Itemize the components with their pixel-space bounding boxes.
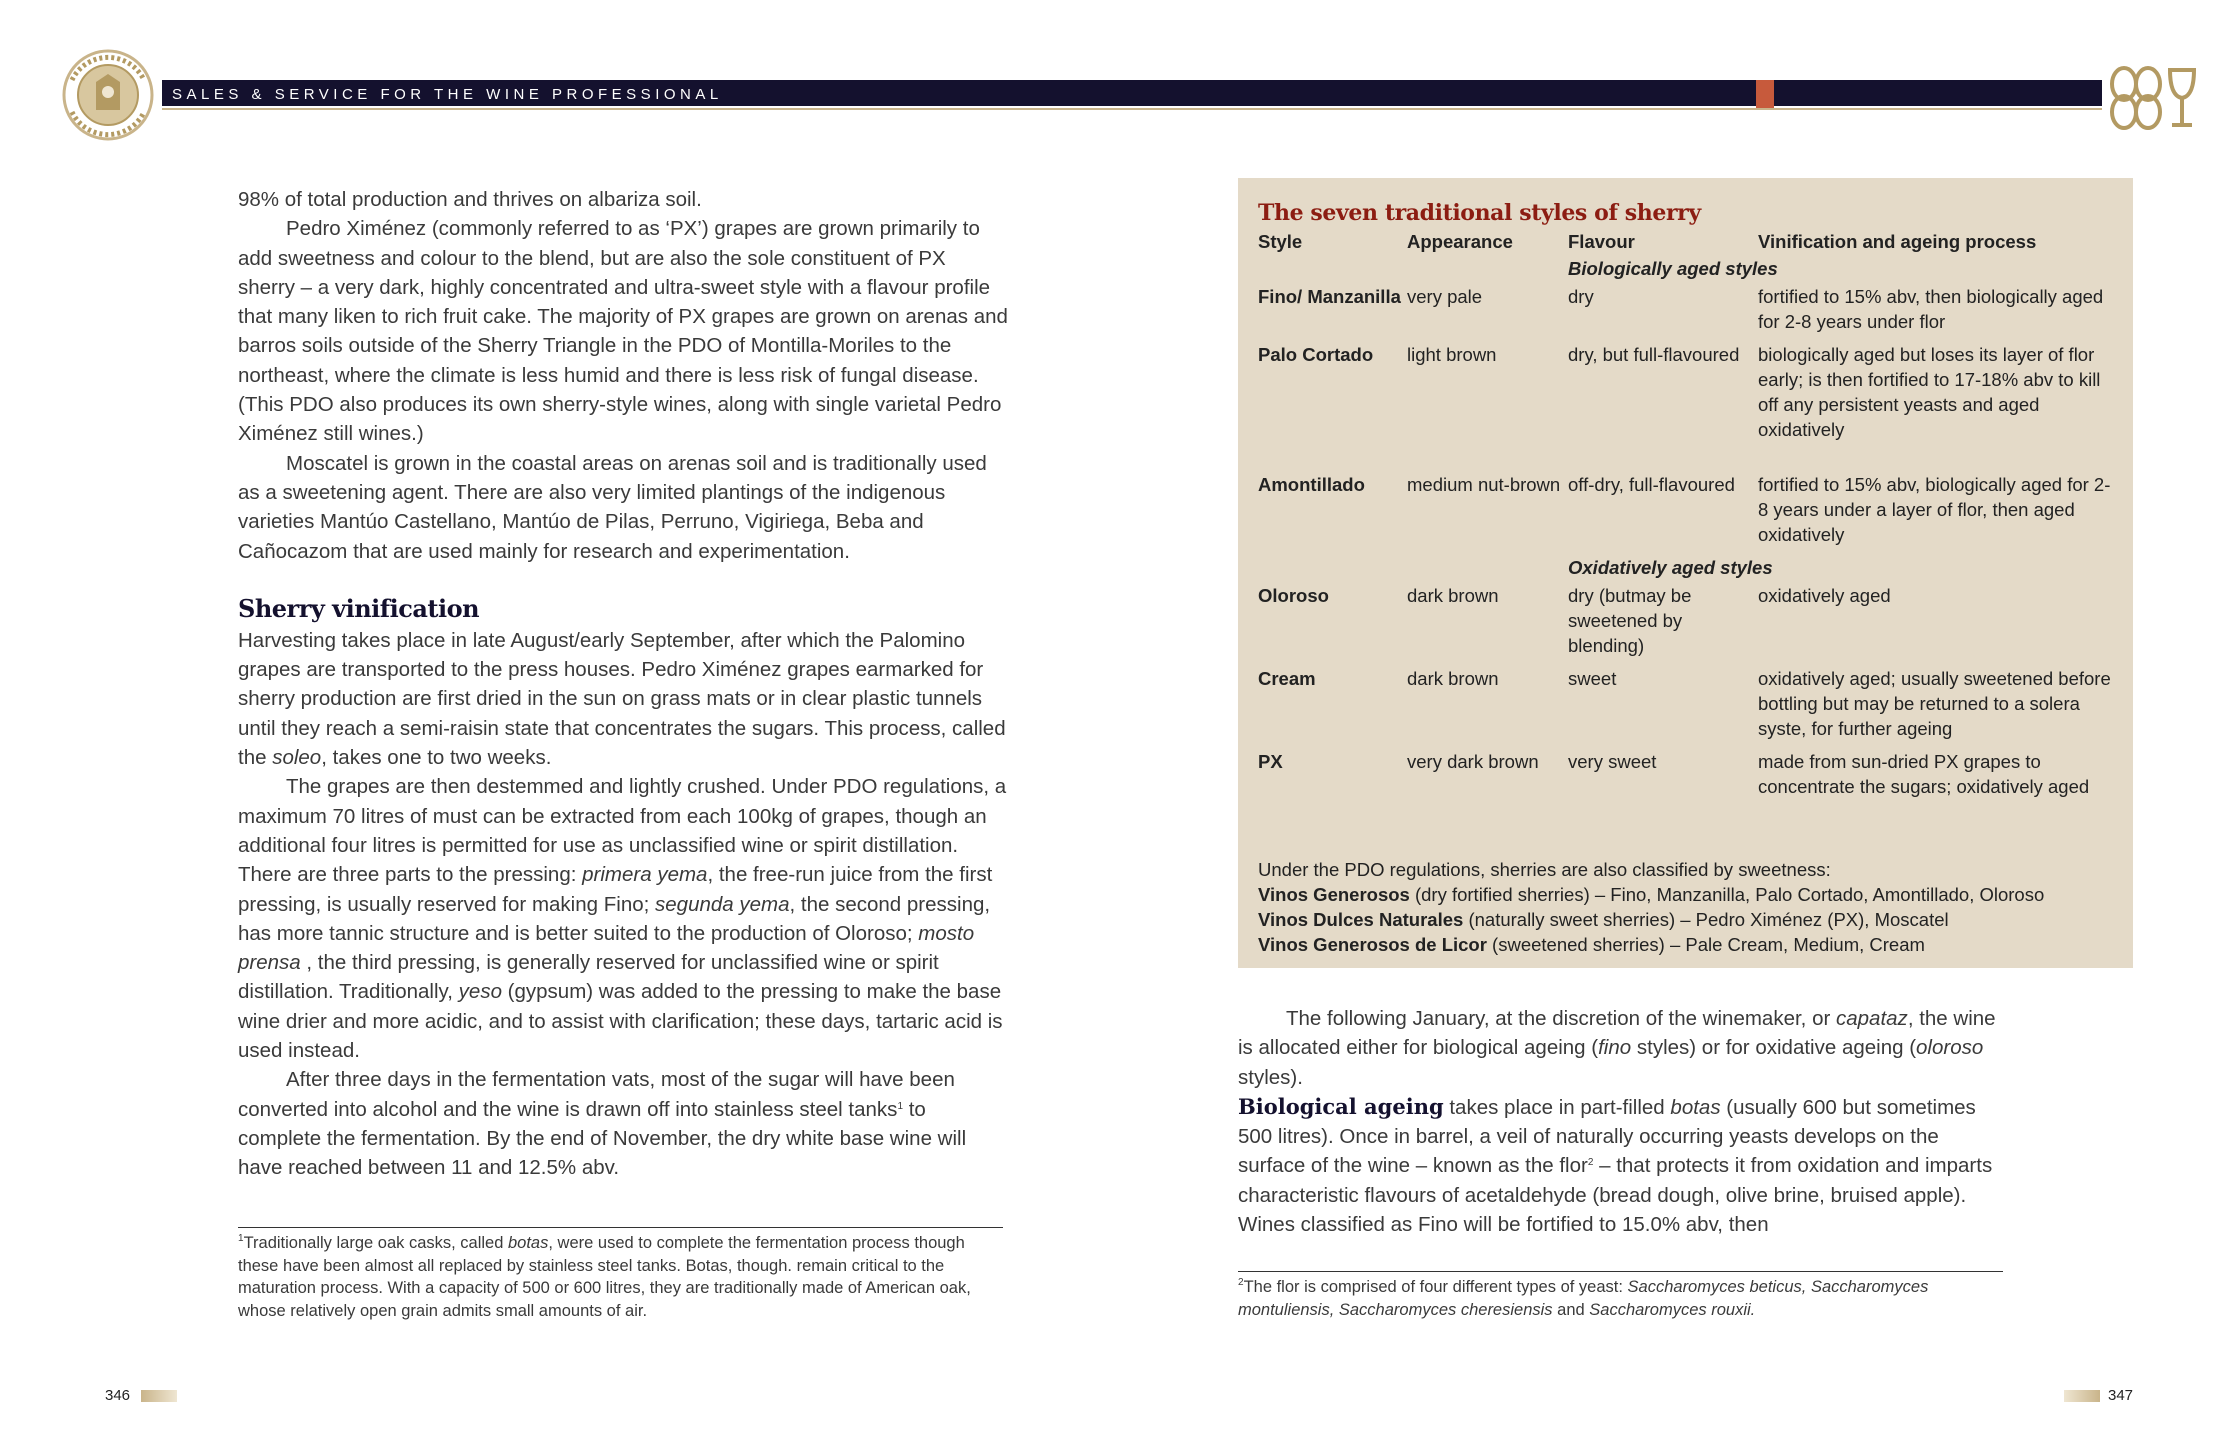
court-of-master-sommeliers-seal [58, 40, 158, 150]
cell-flavour: off-dry, full-flavoured [1568, 474, 1735, 495]
cell-process: biologically aged but loses its layer of flor early; is then fortified to 17-18% abv to kill off any persistent yeasts and aged oxidatively [1758, 344, 2101, 440]
page-number: 347 [2108, 1387, 2134, 1404]
header-gold-rule [162, 108, 2102, 110]
group-heading: Oxidatively aged styles [1568, 557, 1773, 578]
left-page-body [238, 185, 1008, 1183]
page-number: 346 [105, 1387, 131, 1404]
right-page-body [1238, 1004, 2008, 1239]
cell-process: fortified to 15% abv, then biologically aged for 2-8 years under flor [1758, 286, 2104, 332]
table-row [1258, 749, 2113, 807]
cell-appearance: very dark brown [1407, 751, 1539, 772]
table-row [1258, 472, 2113, 555]
table-header-row [1258, 228, 2113, 256]
footnote-rule [238, 1227, 1003, 1228]
cell-style: PX [1258, 751, 1283, 772]
cell-flavour: very sweet [1568, 751, 1657, 772]
group-heading: Biologically aged styles [1568, 258, 1778, 279]
cell-appearance: medium nut-brown [1407, 474, 1561, 495]
column-header: Appearance [1407, 231, 1513, 252]
classification-intro: Under the PDO regulations, sherries are also classified by sweetness: [1258, 859, 1831, 880]
footnote-marker: 1 [897, 1100, 903, 1112]
paragraph: The following January, at the discretion of the winemaker, or capataz, the wine is allocated either for biological ageing (fino styles) or for oxidative ageing (oloroso styles). [1238, 1007, 1996, 1089]
sweetness-classification [1258, 857, 2113, 957]
cell-flavour: dry, but full-flavoured [1568, 344, 1740, 365]
cell-process: made from sun-dried PX grapes to concentrate the sugars; oxidatively aged [1758, 751, 2090, 797]
table-row [1258, 666, 2113, 749]
footnote: $^1$Traditionally large oak casks, called botas, were used to complete the fermentation process though these have been almost all replaced by stainless steel tanks. Botas, though. remain critical to the maturation process. With a capacity of 500 or 600 litres, they are traditionally made of American oak, whose relatively open grain admits small amounts of air. [238, 1233, 971, 1320]
cell-appearance: very pale [1407, 286, 1483, 307]
cell-flavour: dry (butmay be sweetened by blending) [1568, 585, 1692, 656]
cell-style: Oloroso [1258, 585, 1329, 606]
sherry-styles-box [1238, 178, 2133, 968]
paragraph: Harvesting takes place in late August/early September, after which the Palomino grapes are transported to the press houses. Pedro Ximénez grapes earmarked for sherry production are first dried in the sun on grass mats or in clear plastic tunnels until they reach a semi-raisin state that concentrates the sugars. This process, called the soleo, takes one to two weeks. [238, 628, 1006, 770]
paragraph: Pedro Ximénez (commonly referred to as ‘PX’) grapes are grown primarily to add sweetness and colour to the blend, but are also the sole constituent of PX sherry – a very dark, highly concentrated and ultra-sweet style with a flavour profile that many liken to rich fruit cake. The majority of PX grapes are grown on arenas and barros soils outside of the Sherry Triangle in the PDO of Montilla-Moriles to the northeast, where the climate is less humid and there is less risk of fungal disease. (This PDO also produces its own sherry-style wines, along with single varietal Pedro Ximénez still wines.) [238, 217, 1008, 446]
column-header: Style [1258, 231, 1303, 252]
footnote: $^2$The flor is comprised of four different types of yeast: Saccharomyces beticus, Saccharomyces montuliensis, Saccharomyces cheresiensis and Saccharomyces rouxii. [1238, 1277, 1929, 1319]
paragraph: After three days in the fermentation vats, most of the sugar will have been converted into alcohol and the wine is drawn off into stainless steel tanks$^1$ to complete the fermentation. By the end of November, the dry white base wine will have reached between 11 and 12.5% abv. [238, 1068, 967, 1180]
sherry-styles-table [1258, 228, 2113, 807]
cell-style: Fino/ Manzanilla [1258, 286, 1401, 307]
barrels-and-glass-icon [2108, 62, 2200, 132]
running-header: SALES & SERVICE FOR THE WINE PROFESSIONAL [172, 86, 723, 103]
footnote-rule [1238, 1271, 2003, 1272]
paragraph: The grapes are then destemmed and lightly crushed. Under PDO regulations, a maximum 70 litres of must can be extracted from each 100kg of grapes, though an additional four litres is permitted for use as unclassified wine or spirit distillation. There are three parts to the pressing: primera yema, the free-run juice from the first pressing, is usually reserved for making Fino; segunda yema, the second pressing, has more tannic structure and is better suited to the production of Oloroso; mosto prensa , the third pressing, is generally reserved for unclassified wine or spirit distillation. Traditionally, yeso (gypsum) was added to the pressing to make the base wine drier and more acidic, and to assist with clarification; these days, tartaric acid is used instead. [238, 775, 1007, 1063]
table-row [1258, 284, 2113, 342]
table-row [1258, 583, 2113, 666]
column-header: Vinification and ageing process [1758, 231, 2037, 252]
paragraph: Moscatel is grown in the coastal areas on arenas soil and is traditionally used as a sweetening agent. There are also very limited plantings of the indigenous varieties Mantúo Castellano, Mantúo de Pilas, Perruno, Vigiriega, Beba and Cañocazom that are used mainly for research and experimentation. [238, 451, 987, 563]
box-title: The seven traditional styles of sherry [1258, 200, 1701, 226]
cell-style: Amontillado [1258, 474, 1365, 495]
cell-flavour: dry [1568, 286, 1594, 307]
cell-appearance: dark brown [1407, 585, 1499, 606]
cell-flavour: sweet [1568, 668, 1617, 689]
cell-style: Cream [1258, 668, 1316, 689]
paragraph: 98% of total production and thrives on albariza soil. [238, 188, 702, 211]
classification-item: Vinos Dulces Naturales (naturally sweet sherries) – Pedro Ximénez (PX), Moscatel [1258, 909, 1949, 930]
section-heading: Sherry vinification [238, 593, 480, 623]
page-number-bar [2064, 1390, 2100, 1402]
table-row [1258, 342, 2113, 450]
page-number-bar [141, 1390, 177, 1402]
cell-appearance: dark brown [1407, 668, 1499, 689]
classification-item: Vinos Generosos (dry fortified sherries) – Fino, Manzanilla, Palo Cortado, Amontillado, Oloroso [1258, 884, 2045, 905]
classification-item: Vinos Generosos de Licor (sweetened sherries) – Pale Cream, Medium, Cream [1258, 934, 1925, 955]
cell-appearance: light brown [1407, 344, 1497, 365]
cell-process: oxidatively aged [1758, 585, 1891, 606]
cell-process: oxidatively aged; usually sweetened before bottling but may be returned to a solera syste, for further ageing [1758, 668, 2111, 739]
cell-style: Palo Cortado [1258, 344, 1374, 365]
column-header: Flavour [1568, 231, 1635, 252]
inline-heading: Biological ageing [1238, 1093, 1444, 1119]
paragraph: Biological ageing takes place in part-filled botas (usually 600 but sometimes 500 litres). Once in barrel, a veil of naturally occurring yeasts develops on the surface of the wine – known as the flor$^2$ – that protects it from oxidation and imparts characteristic flavours of acetaldehyde (bread dough, olive brine, bruised apple). Wines classified as Fino will be fortified to 15.0% abv, then [1238, 1093, 1993, 1237]
footnote-marker: 2 [1587, 1157, 1594, 1169]
cell-process: fortified to 15% abv, biologically aged for 2-8 years under a layer of flor, then aged oxidatively [1758, 474, 2111, 545]
header-accent-block [1756, 80, 1774, 108]
